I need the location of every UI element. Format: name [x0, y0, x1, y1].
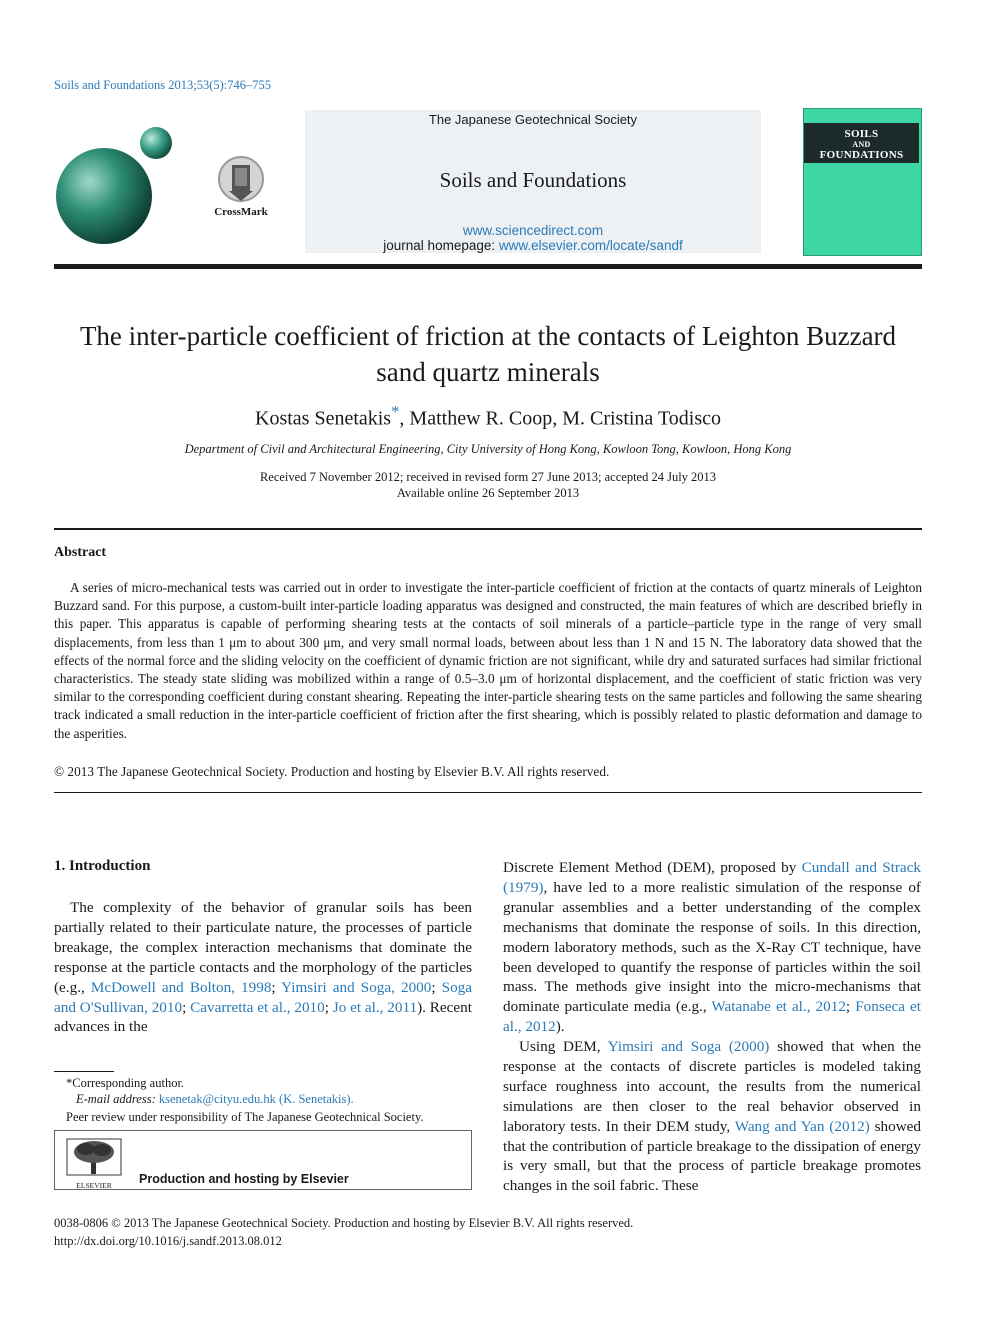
- reference-link[interactable]: Yimsiri and Soga, 2000: [281, 978, 432, 996]
- society-name: The Japanese Geotechnical Society: [428, 112, 638, 127]
- article-history: [54, 469, 922, 501]
- reference-link[interactable]: Soga and O'Sullivan, 2010: [54, 978, 473, 1016]
- homepage-label: journal homepage:: [383, 238, 499, 253]
- journal-title: Soils and Foundations: [439, 168, 627, 192]
- divider: [54, 792, 922, 793]
- society-logo-icon: [54, 126, 174, 246]
- cover-title-line: FOUNDATIONS: [819, 149, 904, 161]
- elsevier-logo-label: ELSEVIER: [76, 1181, 112, 1190]
- elsevier-tree-icon: [66, 1138, 122, 1176]
- corresponding-author-mark[interactable]: *: [391, 402, 400, 421]
- body-paragraph-continued: [503, 858, 921, 1037]
- text-run: ;: [845, 998, 856, 1016]
- reference-link[interactable]: Yimsiri and Soga (2000): [607, 1038, 770, 1055]
- author-name: Kostas Senetakis: [255, 407, 392, 430]
- text-run: Using DEM,: [519, 1038, 608, 1055]
- available-online: Available online 26 September 2013: [396, 486, 580, 500]
- journal-homepage: [305, 238, 761, 253]
- paper-title-line: The inter-particle coefficient of friction at the contacts of Leighton Buzzard: [79, 321, 897, 351]
- text-run: ). Recent advances in the: [54, 998, 472, 1036]
- divider: [54, 528, 922, 530]
- footnote-divider: [54, 1071, 114, 1072]
- production-hosting-label: Production and hosting by Elsevier: [139, 1172, 349, 1186]
- text-run: ;: [324, 998, 333, 1016]
- reference-link[interactable]: McDowell and Bolton, 1998: [90, 978, 272, 996]
- text-run: ;: [182, 998, 191, 1016]
- text-run: showed that when the response at the contacts of discrete particles is modeled taking surface roughness into account, the results from the numerical simulations are then closer to the real behavior observed in laboratory tests. In their DEM study,: [503, 1038, 921, 1135]
- doi-link[interactable]: http://dx.doi.org/10.1016/j.sandf.2013.08.012: [54, 1234, 282, 1248]
- paper-title: [54, 318, 922, 390]
- header-divider: [54, 264, 922, 269]
- abstract-text: A series of micro-mechanical tests was carried out in order to investigate the inter-particle coefficient of friction at the contacts of quartz minerals of Leighton Buzzard sand. For this purpose, a custom-built inter-particle loading apparatus was designed and constructed, the main features of which are described briefly in this paper. This apparatus is capable of performing shearing tests at the contacts of soil minerals of a particle–particle type in the range of very small displacements, from less than 1 μm to about 300 μm, and very small normal loads, between about less than 1 N and 15 N. The laboratory data showed that the effects of the normal force and the sliding velocity on the coefficient of dynamic friction are not significant, while dry and saturated surfaces had similar frictional characteristics. The steady state sliding was mobilized within a range of 0.5–3.0 μm of horizontal displacement, and the coefficient of static friction was very similar to the corresponding coefficient during constant shearing. Repeating the inter-particle shearing tests on the same particles and following the same shearing track indicated a small reduction in the inter-particle coefficient of friction after the first shearing, which is possibly related to plastic deformation and damage to the asperities.: [54, 580, 922, 741]
- crossmark-badge[interactable]: [208, 155, 274, 219]
- body-paragraph: [503, 1037, 921, 1196]
- body-paragraph: [54, 898, 472, 1037]
- text-run: ).: [555, 1018, 565, 1036]
- email-note: [76, 1092, 354, 1107]
- cover-title: [804, 128, 919, 161]
- cover-title-line: AND: [852, 140, 871, 149]
- author-list: [54, 402, 922, 431]
- received-dates: Received 7 November 2012; received in revised form 27 June 2013; accepted 24 July 2013: [259, 470, 717, 484]
- reference-link[interactable]: Jo et al., 2011: [332, 998, 418, 1016]
- paper-title-line: sand quartz minerals: [376, 357, 600, 387]
- reference-link[interactable]: Fonseca et al., 2012: [503, 998, 921, 1036]
- email-label: E-mail address:: [76, 1092, 159, 1106]
- issn-copyright: 0038-0806 © 2013 The Japanese Geotechnical Society. Production and hosting by Elsevier B.V. All rights reserved.: [54, 1216, 634, 1230]
- peer-review-note: Peer review under responsibility of The Japanese Geotechnical Society.: [66, 1110, 424, 1124]
- homepage-link[interactable]: www.elsevier.com/locate/sandf: [498, 238, 683, 253]
- reference-link[interactable]: Cundall and Strack (1979): [503, 859, 921, 896]
- author-names-rest: , Matthew R. Coop, M. Cristina Todisco: [399, 407, 721, 430]
- email-link[interactable]: ksenetak@cityu.edu.hk (K. Senetakis).: [158, 1092, 354, 1106]
- text-run: ;: [431, 978, 442, 996]
- cover-title-line: SOILS: [844, 128, 879, 140]
- elsevier-logo: [66, 1138, 122, 1190]
- sciencedirect-link[interactable]: www.sciencedirect.com: [462, 223, 604, 238]
- journal-citation[interactable]: Soils and Foundations 2013;53(5):746–755: [54, 78, 272, 92]
- text-run: ;: [271, 978, 282, 996]
- crossmark-label: CrossMark: [214, 206, 268, 218]
- affiliation: Department of Civil and Architectural Engineering, City University of Hong Kong, Kowloon Tong, Kowloon, Hong Kong: [184, 442, 792, 456]
- section-heading: 1. Introduction: [54, 858, 151, 874]
- text-run: Discrete Element Method (DEM), proposed by: [503, 859, 802, 876]
- reference-link[interactable]: Cavarretta et al., 2010: [190, 998, 325, 1016]
- abstract-copyright: © 2013 The Japanese Geotechnical Society. Production and hosting by Elsevier B.V. All rights reserved.: [54, 764, 610, 779]
- reference-link[interactable]: Wang and Yan (2012): [734, 1117, 870, 1135]
- abstract-heading: Abstract: [54, 545, 107, 560]
- text-run: showed that the contribution of particle breakage to the dissipation of energy is very small, but that the process of particle breakage promotes changes in the soil fabric. These: [503, 1117, 921, 1195]
- corresponding-author-note: *Corresponding author.: [66, 1076, 185, 1090]
- text-run: The complexity of the behavior of granular soils has been partially related to their particulate nature, the processes of particle breakage, the complex interaction mechanisms that dominate the response at the particle contacts and the morphology of the particles (e.g.,: [54, 899, 472, 996]
- crossmark-icon: [208, 155, 274, 203]
- reference-link[interactable]: Watanabe et al., 2012: [711, 998, 846, 1016]
- text-run: , have led to a more realistic simulation of the response of granular assemblies and a better understanding of the complex mechanisms that dominate the response of soils. In this direction, modern laboratory methods, such as the X-Ray CT technique, have been developed to quantify the response of particles within the soil mass. The methods give insight into the micro-mechanisms that dominate particulate media (e.g.,: [503, 878, 921, 1016]
